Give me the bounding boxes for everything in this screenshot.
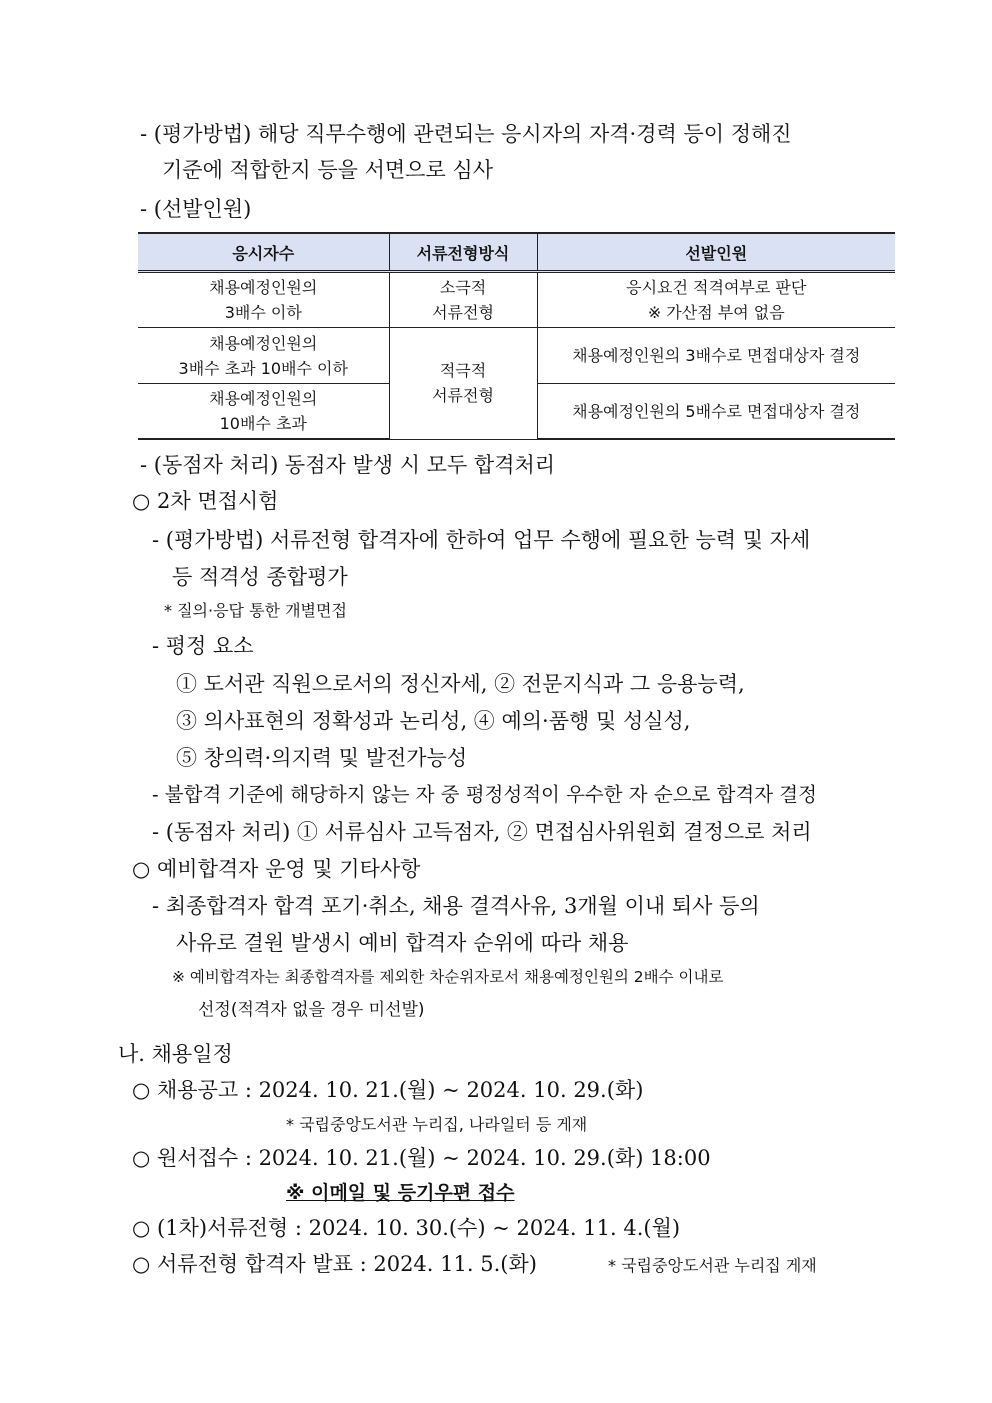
factor-line-1: ① 도서관 직원으로서의 정신자세, ② 전문지식과 그 응용능력, bbox=[176, 672, 745, 696]
schedule-doc-result: ○ 서류전형 합격자 발표 : 2024. 11. 5.(화) bbox=[132, 1252, 537, 1276]
method-line-1: - (평가방법) 해당 직무수행에 관련되는 응시자의 자격·경력 등이 정해진 bbox=[140, 122, 792, 146]
reserve-line-1: - 최종합격자 합격 포기·취소, 채용 결격사유, 3개월 이내 퇴사 등의 bbox=[152, 894, 760, 918]
cell-line: 3배수 이하 bbox=[224, 303, 302, 322]
reserve-note-2: 선정(적격자 없을 경우 미선발) bbox=[198, 1000, 425, 1020]
cell-line: 응시요건 적격여부로 판단 bbox=[626, 278, 807, 297]
table-header-row bbox=[138, 233, 895, 272]
cell-line: 채용예정인원의 bbox=[209, 389, 318, 408]
schedule-apply: ○ 원서접수 : 2024. 10. 21.(월) ~ 2024. 10. 29.(화) 18:00 bbox=[132, 1146, 711, 1170]
pass-rule: - 불합격 기준에 해당하지 않는 자 중 평정성적이 우수한 자 순으로 합격자 결정 bbox=[152, 783, 817, 806]
tie-rule-1: - (동점자 처리) 동점자 발생 시 모두 합격처리 bbox=[140, 453, 556, 477]
cell-line: 3배수 초과 10배수 이하 bbox=[178, 358, 348, 378]
cell-line: 적극적 bbox=[439, 361, 487, 381]
header-method: 서류전형방식 bbox=[389, 233, 537, 272]
selection-label: - (선발인원) bbox=[140, 197, 252, 221]
reserve-line-2: 사유로 결원 발생시 예비 합격자 순위에 따라 채용 bbox=[176, 931, 629, 955]
table-cell bbox=[537, 272, 895, 328]
eval-line-2: 등 적격성 종합평가 bbox=[172, 565, 348, 589]
table-cell bbox=[138, 328, 389, 384]
table-cell: 채용예정인원의 3배수로 면접대상자 결정 bbox=[537, 328, 895, 384]
factors-label: - 평정 요소 bbox=[152, 634, 254, 658]
reserve-note-1: ※ 예비합격자는 최종합격자를 제외한 차순위자로서 채용예정인원의 2배수 이내로 bbox=[172, 968, 724, 986]
header-selection: 선발인원 bbox=[537, 233, 895, 272]
table-cell bbox=[138, 384, 389, 440]
cell-line: 채용예정인원의 bbox=[209, 333, 318, 353]
table-row bbox=[138, 272, 895, 328]
cell-line: 서류전형 bbox=[432, 303, 494, 322]
factor-line-3: ⑤ 창의력·의지력 및 발전가능성 bbox=[176, 746, 468, 770]
table-cell bbox=[389, 272, 537, 328]
method-line-2: 기준에 적합한지 등을 서면으로 심사 bbox=[162, 158, 493, 182]
cell-line: 채용예정인원의 bbox=[209, 278, 318, 297]
schedule-announce-note: * 국립중앙도서관 누리집, 나라일터 등 게재 bbox=[286, 1115, 588, 1134]
reserve-title: ○ 예비합격자 운영 및 기타사항 bbox=[132, 857, 421, 881]
cell-line: 소극적 bbox=[439, 278, 487, 297]
cell-line: 10배수 초과 bbox=[219, 414, 307, 433]
table-row bbox=[138, 328, 895, 384]
eval-line-1: - (평가방법) 서류전형 합격자에 한하여 업무 수행에 필요한 능력 및 자세 bbox=[152, 528, 811, 552]
table-cell bbox=[389, 328, 537, 440]
tie-rule-2: - (동점자 처리) ① 서류심사 고득점자, ② 면접심사위원회 결정으로 처리 bbox=[152, 820, 812, 844]
factor-line-2: ③ 의사표현의 정확성과 논리성, ④ 예의·품행 및 성실성, bbox=[176, 709, 691, 733]
schedule-doc-screen: ○ (1차)서류전형 : 2024. 10. 30.(수) ~ 2024. 11. 4.(월) bbox=[132, 1216, 681, 1240]
eval-note: * 질의·응답 통한 개별면접 bbox=[164, 601, 347, 620]
table-cell: 채용예정인원의 5배수로 면접대상자 결정 bbox=[537, 384, 895, 440]
schedule-apply-note: ※ 이메일 및 등기우편 접수 bbox=[286, 1182, 515, 1204]
schedule-doc-result-note: * 국립중앙도서관 누리집 게재 bbox=[608, 1256, 817, 1275]
header-applicants: 응시자수 bbox=[138, 233, 389, 272]
interview-title: ○ 2차 면접시험 bbox=[132, 489, 279, 513]
table-cell bbox=[138, 272, 389, 328]
cell-line: 서류전형 bbox=[432, 386, 494, 406]
cell-line: ※ 가산점 부여 없음 bbox=[647, 303, 785, 322]
selection-table bbox=[138, 232, 895, 440]
schedule-title: 나. 채용일정 bbox=[118, 1042, 233, 1066]
schedule-announce: ○ 채용공고 : 2024. 10. 21.(월) ~ 2024. 10. 29.(화) bbox=[132, 1078, 644, 1102]
